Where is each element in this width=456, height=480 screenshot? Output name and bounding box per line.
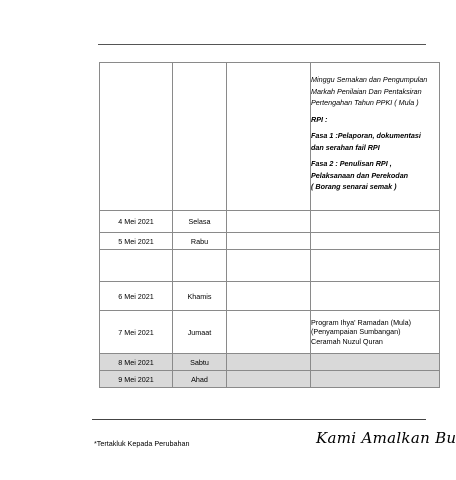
rpi-label: RPI : (311, 114, 328, 124)
date-cell: 9 Mei 2021 (100, 371, 173, 388)
date-cell: 4 Mei 2021 (100, 211, 173, 233)
note-line: Ceramah Nuzul Quran (311, 336, 383, 346)
note-line: (Penyampaian Sumbangan) (311, 327, 401, 337)
day-cell (173, 63, 227, 211)
table-row (100, 211, 440, 233)
empty-cell (227, 63, 311, 211)
day-cell: Sabtu (173, 354, 227, 371)
day-cell: Khamis (173, 282, 227, 311)
note-cell (311, 311, 440, 354)
note-cell (311, 354, 440, 371)
table-row (100, 63, 440, 211)
day-cell (173, 250, 227, 282)
fasa2-line: Pelaksanaan dan Perekodan (311, 170, 409, 180)
table-row-weekend (100, 371, 440, 388)
top-rule (98, 44, 426, 45)
table-row-weekend (100, 354, 440, 371)
day-cell: Jumaat (173, 311, 227, 354)
table-row (100, 233, 440, 250)
empty-cell (227, 354, 311, 371)
date-cell: 7 Mei 2021 (100, 311, 173, 354)
intro-note-cell (311, 63, 440, 211)
note-cell (311, 282, 440, 311)
table-row (100, 311, 440, 354)
date-cell (100, 63, 173, 211)
date-cell: 5 Mei 2021 (100, 233, 173, 250)
fasa2-line: Fasa 2 : Penulisan RPI , (311, 159, 392, 168)
intro-line: Pertengahan Tahun PPKI ( Mula ) (311, 98, 419, 107)
date-cell: 8 Mei 2021 (100, 354, 173, 371)
day-cell: Rabu (173, 233, 227, 250)
empty-cell (227, 371, 311, 388)
note-cell (311, 371, 440, 388)
empty-cell (227, 282, 311, 311)
day-cell: Selasa (173, 211, 227, 233)
fasa1-line: dan serahan fail RPI (311, 142, 380, 152)
table-row (100, 250, 440, 282)
note-cell (311, 233, 440, 250)
footnote: *Tertakluk Kepada Perubahan (94, 439, 190, 448)
motto-text: Kami Amalkan Bu (316, 429, 456, 447)
day-cell: Ahad (173, 371, 227, 388)
note-cell (311, 211, 440, 233)
date-cell: 6 Mei 2021 (100, 282, 173, 311)
intro-line: Minggu Semakan dan Pengumpulan (311, 75, 428, 84)
note-line: Program Ihya' Ramadan (Mula) (311, 317, 412, 327)
date-cell (100, 250, 173, 282)
intro-line: Markah Penilaian Dan Pentaksiran (311, 86, 422, 96)
empty-cell (227, 211, 311, 233)
fasa2-line: ( Borang senarai semak ) (311, 182, 397, 191)
bottom-rule (92, 419, 426, 420)
empty-cell (227, 233, 311, 250)
fasa1-line: Fasa 1 :Pelaporan, dokumentasi (311, 131, 421, 140)
note-cell (311, 250, 440, 282)
table-row (100, 282, 440, 311)
schedule-table (99, 62, 440, 388)
empty-cell (227, 311, 311, 354)
empty-cell (227, 250, 311, 282)
